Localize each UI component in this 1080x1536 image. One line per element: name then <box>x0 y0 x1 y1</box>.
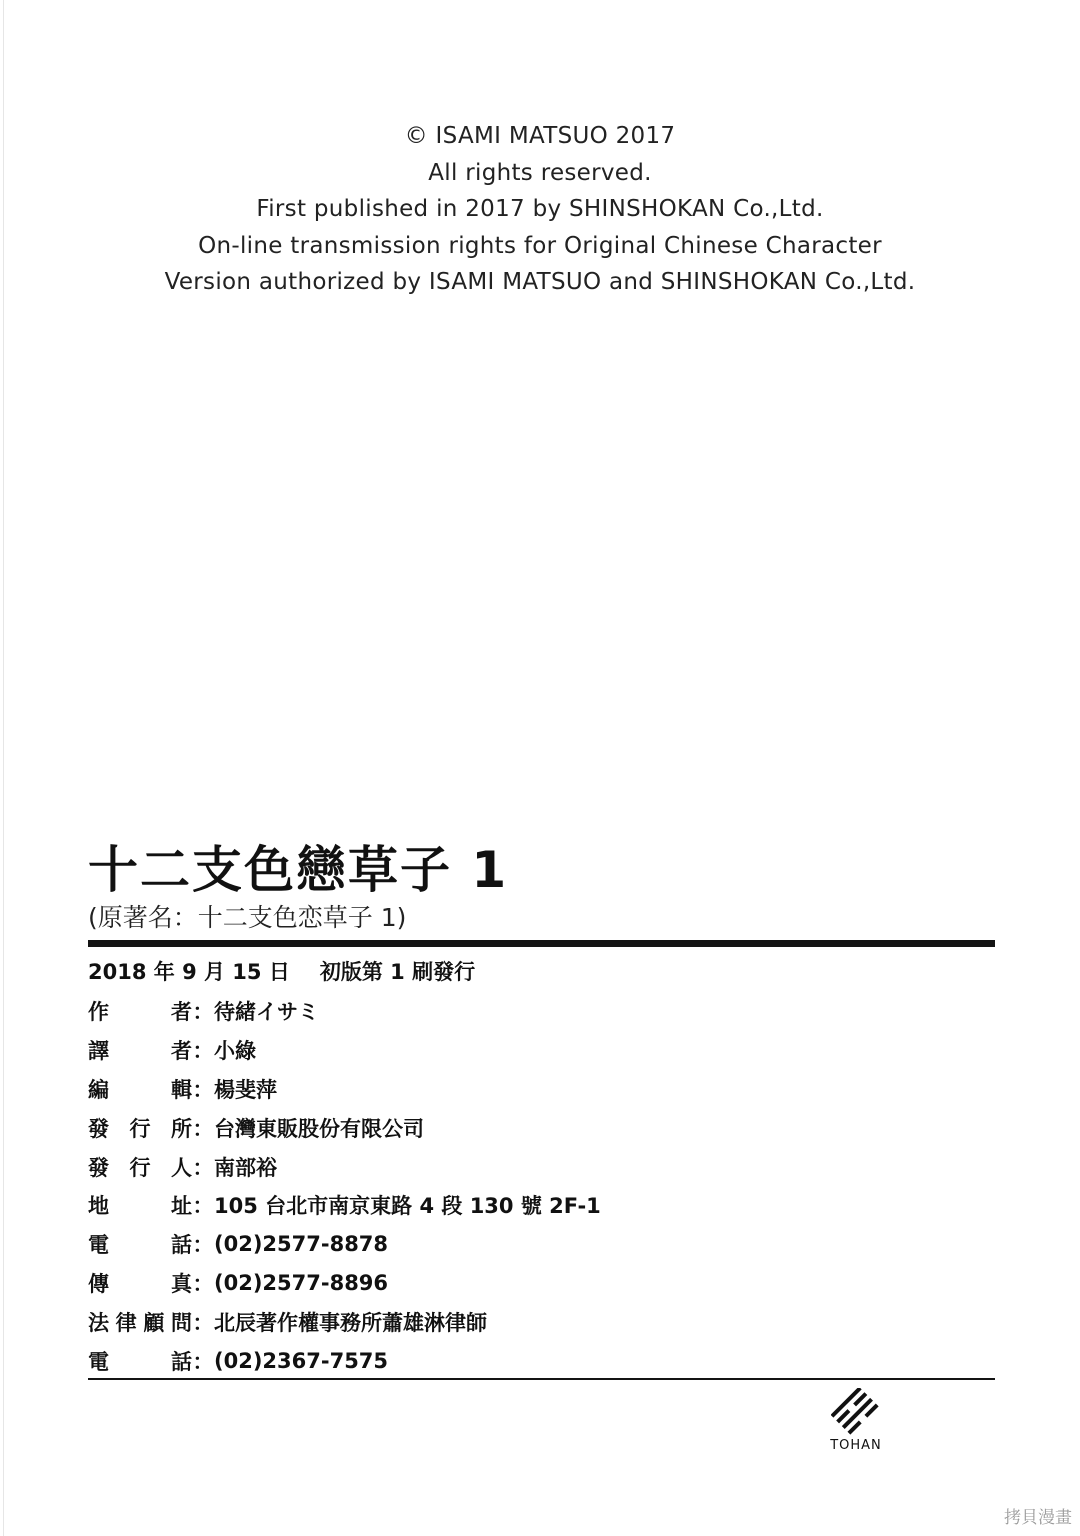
credit-value: 南部裕 <box>214 1155 277 1180</box>
credit-separator: ： <box>192 1077 214 1102</box>
credit-value: (02)2577-8896 <box>214 1270 389 1295</box>
credit-row-phone <box>88 1225 601 1264</box>
credit-label: 編 輯 <box>88 1077 192 1102</box>
credit-value: 105 台北市南京東路 4 段 130 號 2F-1 <box>214 1194 601 1219</box>
credit-separator: ： <box>192 1271 214 1296</box>
original-title: (原著名：十二支色恋草子 1) <box>88 903 407 932</box>
transmission-line: On-line transmission rights for Original Chinese Character <box>198 232 882 259</box>
credit-label: 法 律 顧 問 <box>88 1310 192 1335</box>
credit-row-legal-phone <box>88 1341 601 1380</box>
credit-row-issuer <box>88 1147 601 1186</box>
publication-date-line <box>88 956 475 986</box>
tohan-logo-icon <box>831 1388 881 1436</box>
credits-list <box>88 992 601 1380</box>
credit-row-editor <box>88 1070 601 1109</box>
copyright-line: © ISAMI MATSUO 2017 <box>404 123 676 149</box>
credit-row-fax <box>88 1264 601 1303</box>
credit-value: 待緒イサミ <box>214 1000 319 1025</box>
credit-value: 北辰著作權事務所蕭雄淋律師 <box>214 1310 487 1335</box>
title-divider <box>88 940 995 947</box>
credit-row-translator <box>88 1031 601 1070</box>
credit-label: 地 址 <box>88 1194 192 1219</box>
credit-separator: ： <box>192 1194 214 1219</box>
authorization-line: Version authorized by ISAMI MATSUO and SHINSHOKAN Co.,Ltd. <box>164 269 916 295</box>
edition-info: 初版第 1 刷發行 <box>319 960 476 984</box>
credit-label: 電 話 <box>88 1349 192 1374</box>
rights-line: All rights reserved. <box>428 159 652 186</box>
credit-label: 作 者 <box>88 1000 192 1025</box>
publisher-logo <box>826 1388 886 1453</box>
credit-separator: ： <box>192 1233 214 1258</box>
credit-separator: ： <box>192 1116 214 1141</box>
credit-label: 電 話 <box>88 1233 192 1258</box>
book-title: 十二支色戀草子 1 <box>88 841 509 899</box>
credit-separator: ： <box>192 1349 214 1374</box>
credit-row-author <box>88 992 601 1031</box>
copyright-block <box>0 118 1080 301</box>
credit-value: (02)2367-7575 <box>214 1348 389 1373</box>
footer-divider <box>88 1378 995 1380</box>
credit-value: 楊斐萍 <box>214 1077 277 1102</box>
credit-row-legal <box>88 1302 601 1341</box>
credit-label: 發 行 所 <box>88 1116 192 1141</box>
credit-label: 發 行 人 <box>88 1155 192 1180</box>
credit-label: 傳 真 <box>88 1271 192 1296</box>
logo-text: TOHAN <box>830 1438 882 1453</box>
watermark: 拷貝漫畫 <box>1004 1508 1072 1528</box>
credit-separator: ： <box>192 1039 214 1064</box>
credit-row-publisher <box>88 1108 601 1147</box>
publication-line: First published in 2017 by SHINSHOKAN Co.,Ltd. <box>256 196 824 222</box>
credit-separator: ： <box>192 1000 214 1025</box>
credit-separator: ： <box>192 1310 214 1335</box>
credit-row-address <box>88 1186 601 1225</box>
publication-date: 2018 年 9 月 15 日 <box>88 960 290 984</box>
credit-value: 小綠 <box>214 1039 256 1064</box>
credit-label: 譯 者 <box>88 1039 192 1064</box>
credit-value: (02)2577-8878 <box>214 1232 389 1257</box>
credit-separator: ： <box>192 1155 214 1180</box>
credit-value: 台灣東販股份有限公司 <box>214 1116 424 1141</box>
